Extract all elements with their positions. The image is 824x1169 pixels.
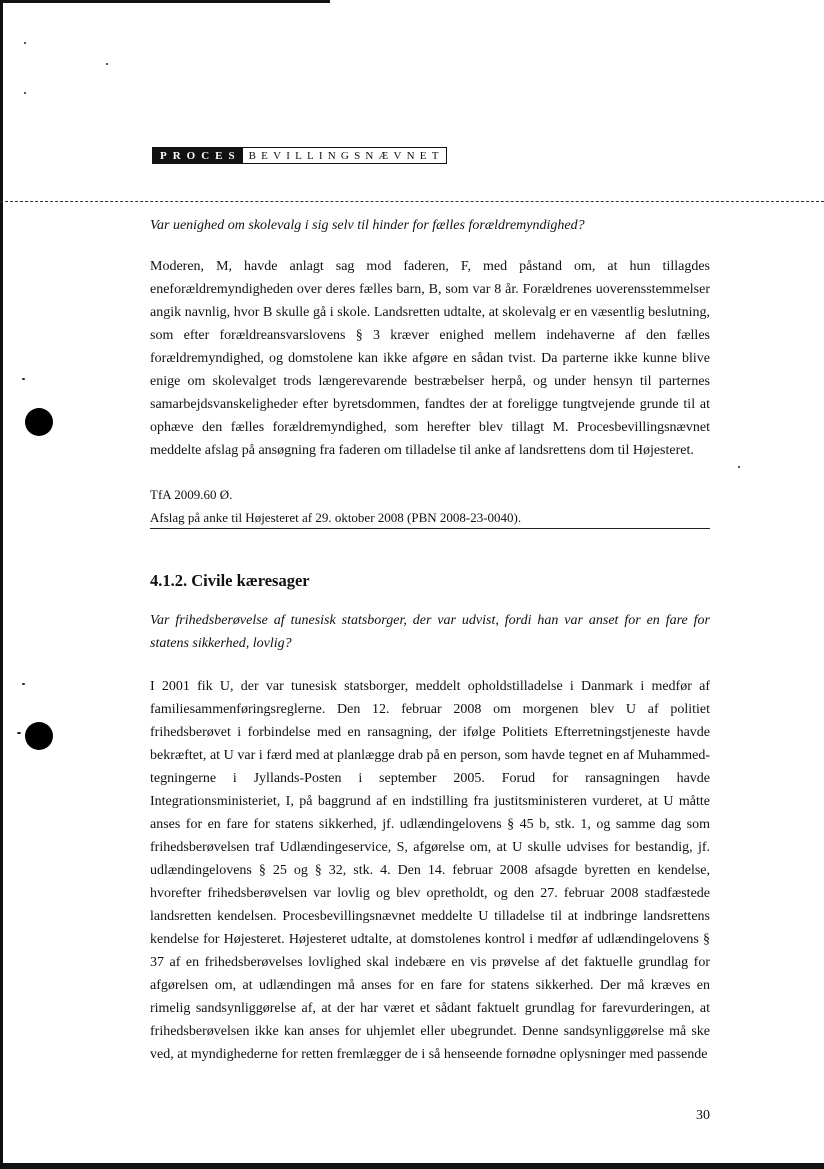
case-summary-2: I 2001 fik U, der var tunesisk statsborger, meddelt opholdstilladelse i Danmark i medfør af familiesammenføringsreglerne. Den 12. februar 2008 om morgenen blev U af politiet frihedsberøvet i forbindelse med en ransagning, der ifølge Politiets Efterretningstjeneste havde bekræftet, at U var i færd med at planlægge drab på en person, som havde tegnet en af Muhammed-tegningerne i Jyllands-Posten i september 2005. Forud for ransagningen havde Integrationsministeriet, I, på baggrund af en indstilling fra justitsministeren vurderet, at U måtte anses for en fare for statens sikkerhed, jf. udlændingelovens § 45 b, stk. 1, og samme dag som frihedsberøvelsen traf Udlændingeservice, S, afgørelse om, at U skulle udvises for bestandig, jf. udlændingelovens § 25 og § 32, stk. 4. Den 14. februar 2008 afsagde byretten en kendelse, hvorefter frihedsberøvelsen var lovlig og blev opretholdt, og den 27. februar 2008 stadfæstede landsretten kendelsen. Procesbevillingsnævnet meddelte U tilladelse til at indbringe landsrettens kendelse for Højesteret. Højesteret udtalte, at domstolenes kontrol i medfør af udlændingelovens § 37 af en frihedsberøvelses lovlighed skal indebære en vis prøvelse af det faktuelle grundlag for afgørelsen om, at udlændingen må anses for en fare for statens sikkerhed. Der må kræves en rimelig sandsynliggørelse af, at der har været et sådant faktuelt grundlag for farevurderingen, at frihedsberøvelsen ikke kan anses for uhjemlet eller ubegrundet. Denne sandsynliggørelse må ske ved, at myndighederne for retten fremlægger de i så henseende fornødne oplysninger med passende (150, 679, 710, 1062)
scan-edge-left (0, 0, 3, 1169)
scan-speck (24, 92, 26, 94)
case-question-1: Var uenighed om skolevalg i sig selv til hinder for fælles forældremyndighed? (150, 218, 585, 233)
logo-bevillingsnaevnet-text: BEVILLINGSNÆVNET (243, 147, 447, 164)
case-decision: Afslag på anke til Højesteret af 29. oktober 2008 (PBN 2008-23-0040). (150, 510, 522, 525)
section-divider (150, 528, 710, 529)
case-summary-1: Moderen, M, havde anlagt sag mod faderen, F, med påstand om, at hun tillagdes eneforældremyndigheden over deres fælles barn, B, som var 8 år. Forældrenes uoverensstemmelser angik navnlig, hvor B skulle gå i skole. Landsretten udtalte, at skolevalg er en væsentlig beslutning, som efter forældreansvarslovens § 3 kræver enighed mellem indehaverne af den fælles forældremyndighed, og domstolene kan ikke afgøre en sådan tvist. Da parterne ikke kunne blive enige om skolevalget trods længerevarende bestræbelser herpå, og under hensyn til parternes samarbejdsvanskeligheder efter byretsdommen, fandtes der at foreligge tungtvejende grunde til at ophæve den fælles forældremyndighed, som herefter blev tillagt M. Procesbevillingsnævnet meddelte afslag på ansøgning fra faderen om tilladelse til anke af landsrettens dom til Højesteret. (150, 259, 710, 458)
scan-speck (17, 732, 21, 734)
punch-hole (25, 722, 53, 750)
section-heading: 4.1.2. Civile kæresager (150, 571, 310, 590)
case-reference: TfA 2009.60 Ø. (150, 487, 233, 502)
scan-speck (24, 42, 26, 44)
procesbevillingsnaevnet-logo (152, 147, 447, 164)
scan-edge-bottom (0, 1163, 824, 1169)
case-question-2: Var frihedsberøvelse af tunesisk statsborger, der var udvist, fordi han var anset for en fare for statens sikkerhed, lovlig? (150, 613, 710, 651)
scan-speck (738, 466, 740, 468)
page-number: 30 (696, 1108, 710, 1123)
scan-speck (106, 63, 108, 65)
punch-hole (25, 408, 53, 436)
scan-speck (22, 683, 25, 685)
scan-speck (22, 378, 25, 380)
header-divider (0, 201, 824, 202)
logo-proces-text: PROCES (152, 147, 243, 164)
scan-edge-top (0, 0, 330, 3)
